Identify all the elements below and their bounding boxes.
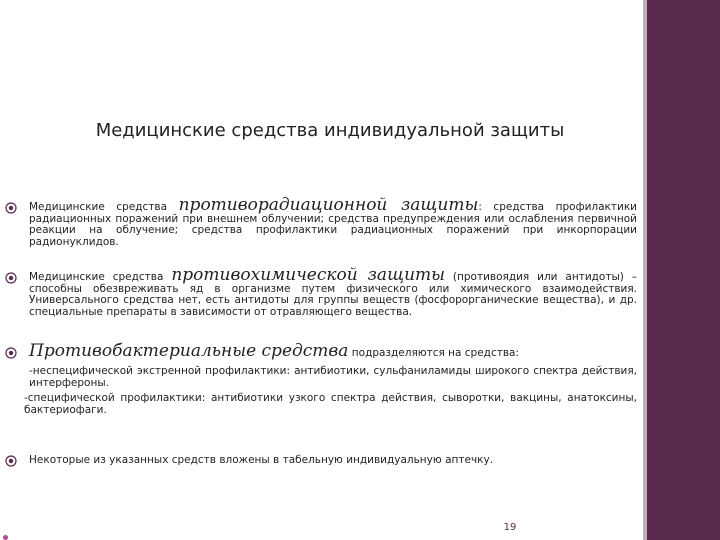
item-first-aid-kit: Некоторые из указанных средств вложены в табельную индивидуальную аптечку. [29,454,494,466]
item-antibacterial [29,341,637,361]
item-lead: Медицинские средства [29,271,172,283]
decorative-side-strip [643,0,720,540]
item-rest: подразделяются на средства: [348,347,519,359]
subitem-specific: -специфической профилактики: антибиотики узкого спектра действия, сыворотки, вакцины, анатоксины, бактериофаги. [24,392,637,416]
target-bullet-icon [4,201,18,215]
item-rest: : средства профилактики радиационных поражений при внешнем облучении; средства предупреждения или ослабления первичной реакции на облучение; средства профилактики радиационных поражений при инкорпорации радионуклидов. [29,201,638,248]
item-radiation-protection [29,195,638,248]
item-emphasis: Противобактериальные средства [29,341,349,361]
corner-dot-icon [3,535,8,540]
target-bullet-icon [4,271,18,285]
item-chemical-protection [29,265,638,318]
target-bullet-icon [4,454,18,468]
item-lead: Медицинские средства [29,201,179,213]
target-bullet-icon [4,346,18,360]
item-rest: (противоядия или антидоты) – способны обезвреживать яд в организме путем физического или химического взаимодействия. Универсального средства нет, есть антидоты для группы веществ (фосфорорганические вещества), и др. специальные препараты в зависимости от отравляющего вещества. [29,271,638,318]
slide-title: Медицинские средства индивидуальной защиты [95,120,565,141]
page-number: 19 [503,522,517,533]
item-emphasis: противорадиационной защиты [178,195,479,215]
subitem-nonspecific: -неспецифической экстренной профилактики: антибиотики, сульфаниламиды широкого спектра действия, интерфероны. [29,365,637,389]
item-emphasis: противохимической защиты [171,265,445,285]
